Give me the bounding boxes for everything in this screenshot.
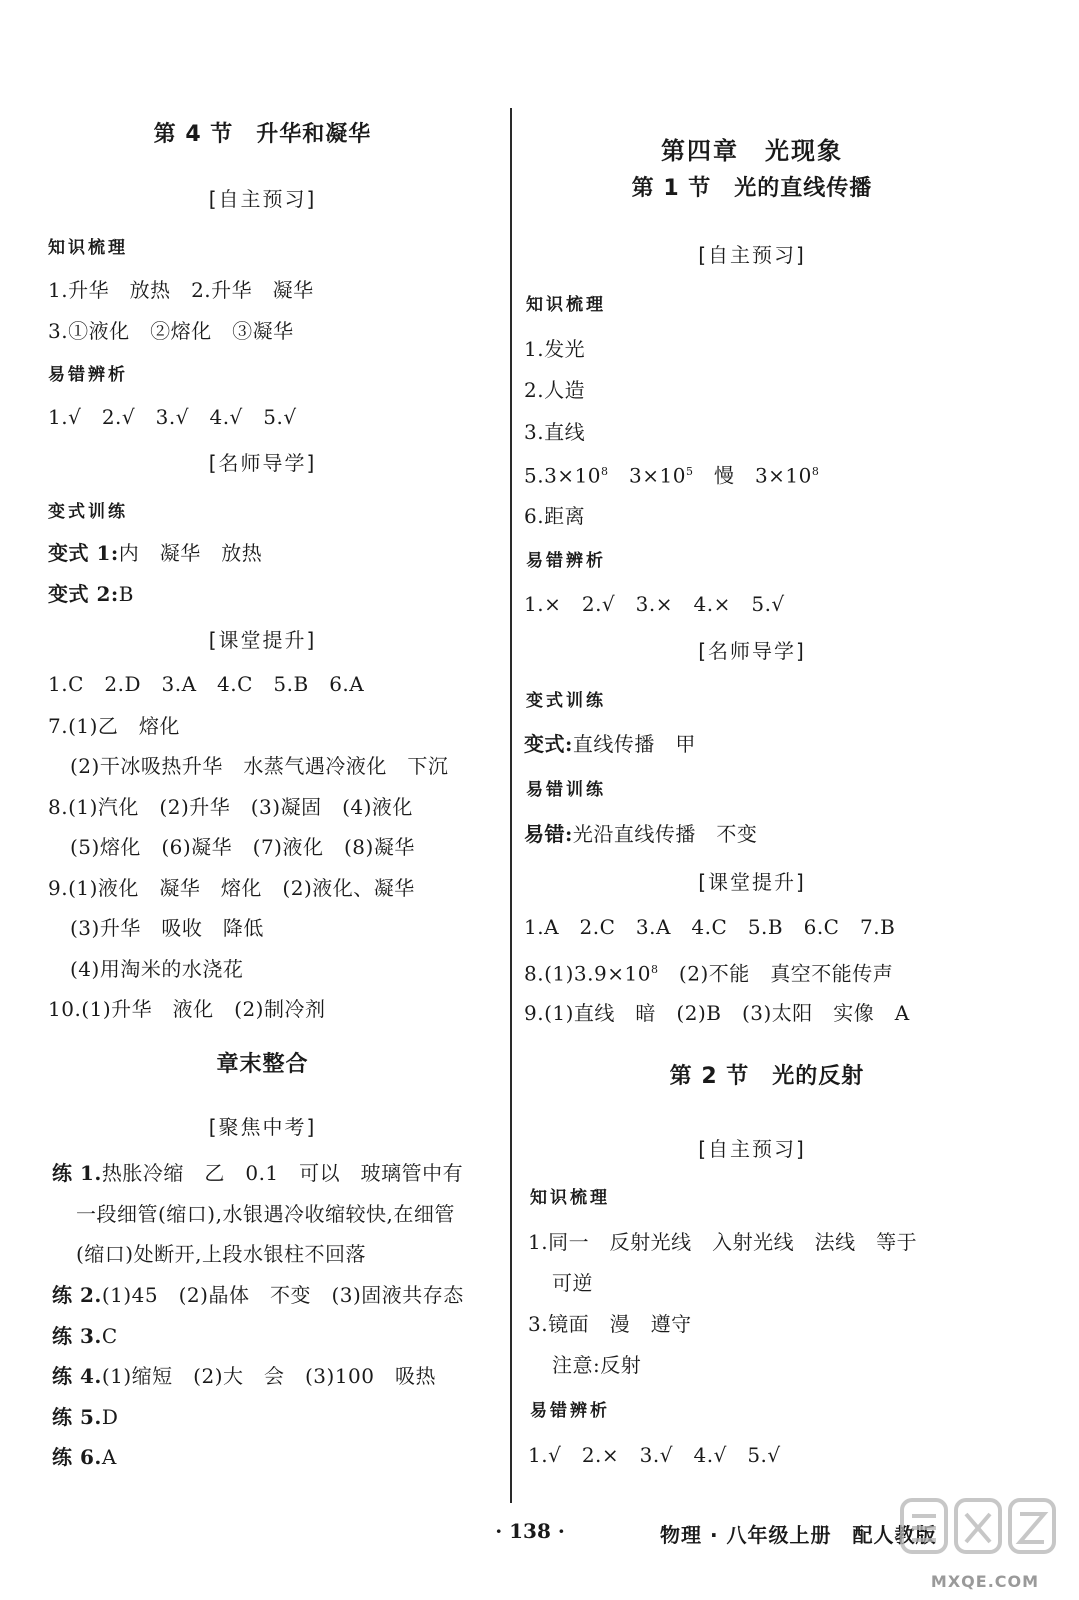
variant-text: B	[118, 582, 134, 606]
answer-line: 3.直线	[524, 420, 586, 444]
practice-5	[52, 1404, 118, 1430]
text-part: 3×10	[608, 463, 686, 488]
variant-text: 内 凝华 放热	[118, 541, 263, 565]
answer-line: (5)熔化 (6)凝华 (7)液化 (8)凝华	[70, 835, 415, 859]
answer-line: 8.(1)汽化 (2)升华 (3)凝固 (4)液化	[48, 795, 413, 819]
chapter-title: 第四章 光现象	[661, 137, 843, 165]
answer-line: (2)干冰吸热升华 水蒸气遇冷液化 下沉	[70, 754, 449, 778]
exponent: 8	[650, 963, 659, 976]
section-title: 第 4 节 升华和凝华	[153, 122, 372, 147]
practice-1	[52, 1160, 463, 1186]
heading-self-study-2: [自主预习]	[698, 1137, 806, 1161]
answer-line: 1.C 2.D 3.A 4.C 5.B 6.A	[48, 672, 365, 696]
exponent: 5	[685, 465, 694, 478]
section-title: 第 1 节 光的直线传播	[631, 176, 873, 201]
practice-2	[52, 1282, 464, 1308]
practice-3	[52, 1323, 118, 1349]
heading-self-study: [自主预习]	[208, 187, 317, 211]
answer-line: (3)升华 吸收 降低	[70, 916, 264, 940]
answer-line: 1.A 2.C 3.A 4.C 5.B 6.C 7.B	[524, 915, 896, 939]
practice-4	[52, 1363, 436, 1389]
subheading-variant: 变式训练	[526, 691, 606, 711]
answer-line: 可逆	[552, 1271, 593, 1295]
variant-label: 变式 1:	[48, 541, 119, 565]
answer-line: (4)用淘米的水浇花	[70, 957, 244, 981]
heading-teacher: [名师导学]	[698, 639, 806, 663]
practice-text: 热胀冷缩 乙 0.1 可以 玻璃管中有	[101, 1161, 464, 1185]
text-part: (2)不能 真空不能传声	[658, 961, 894, 986]
answer-line: 2.人造	[524, 378, 586, 402]
text-part: 8.(1)3.9×10	[524, 961, 651, 986]
chapter-summary-title: 章末整合	[216, 1052, 309, 1077]
practice-label: 练 2.	[52, 1283, 102, 1307]
practice-label: 练 6.	[52, 1445, 102, 1469]
answer-line: 注意:反射	[552, 1353, 642, 1377]
practice-label: 练 3.	[52, 1324, 102, 1348]
practice-text: (1)缩短 (2)大 会 (3)100 吸热	[101, 1364, 437, 1388]
subheading-knowledge-2: 知识梳理	[530, 1188, 610, 1208]
heading-classroom: [课堂提升]	[698, 870, 806, 894]
answer-line: 3.①液化 ②熔化 ③凝华	[48, 319, 294, 343]
heading-teacher: [名师导学]	[208, 451, 317, 475]
practice-text: A	[101, 1445, 117, 1469]
practice-text: C	[101, 1324, 118, 1348]
subheading-variant: 变式训练	[48, 502, 128, 522]
answer-line: 10.(1)升华 液化 (2)制冷剂	[48, 997, 326, 1021]
variant-2	[48, 581, 134, 607]
heading-classroom: [课堂提升]	[208, 628, 317, 652]
subheading-errors-2: 易错辨析	[530, 1401, 610, 1421]
exponent: 8	[601, 465, 609, 478]
practice-label: 练 5.	[52, 1405, 102, 1429]
subheading-knowledge: 知识梳理	[48, 238, 128, 258]
subheading-knowledge: 知识梳理	[526, 295, 606, 315]
heading-self-study: [自主预习]	[698, 243, 806, 267]
variant	[524, 731, 696, 757]
page-number: · 138 ·	[495, 1519, 565, 1543]
answer-line: 9.(1)直线 暗 (2)B (3)太阳 实像 A	[524, 1001, 910, 1025]
answer-line: 6.距离	[524, 504, 586, 528]
answer-line: 9.(1)液化 凝华 熔化 (2)液化、凝华	[48, 876, 415, 900]
error-training	[524, 821, 757, 847]
answer-line: 3.镜面 漫 遵守	[528, 1312, 692, 1336]
text-part: 慢 3×10	[693, 463, 812, 488]
variant-text: 直线传播 甲	[572, 732, 696, 756]
practice-6	[52, 1444, 117, 1470]
text-part: 5.3×10	[524, 463, 602, 488]
answer-line: 1.× 2.√ 3.× 4.× 5.√	[524, 592, 785, 616]
error-text: 光沿直线传播 不变	[572, 822, 758, 846]
answer-line: 1.升华 放热 2.升华 凝华	[48, 278, 314, 302]
practice-label: 练 4.	[52, 1364, 102, 1388]
answer-line: 1.√ 2.√ 3.√ 4.√ 5.√	[48, 405, 297, 429]
variant-label: 变式:	[524, 732, 573, 756]
subheading-errors: 易错辨析	[526, 551, 606, 571]
heading-exam-focus: [聚焦中考]	[208, 1115, 317, 1139]
answer-line-speed	[524, 459, 819, 489]
book-info: 物理 · 八年级上册 配人教版	[660, 1523, 937, 1547]
practice-label: 练 1.	[52, 1161, 102, 1185]
section-title-2: 第 2 节 光的反射	[669, 1064, 865, 1089]
subheading-error-training: 易错训练	[526, 780, 606, 800]
answer-line: 1.发光	[524, 337, 586, 361]
answer-line: 一段细管(缩口),水银遇冷收缩较快,在细管	[76, 1202, 455, 1226]
variant-1	[48, 540, 262, 566]
answer-line: 1.√ 2.× 3.√ 4.√ 5.√	[528, 1443, 781, 1467]
watermark-text: MXQE.COM	[930, 1572, 1040, 1591]
answer-line-distance	[524, 957, 893, 987]
practice-text: (1)45 (2)晶体 不变 (3)固液共存态	[101, 1283, 464, 1307]
subheading-errors: 易错辨析	[48, 365, 128, 385]
answer-line: (缩口)处断开,上段水银柱不回落	[76, 1242, 366, 1266]
answer-line: 7.(1)乙 熔化	[48, 714, 180, 738]
column-divider	[510, 108, 512, 1503]
error-label: 易错:	[524, 822, 573, 846]
variant-label: 变式 2:	[48, 582, 119, 606]
answer-line: 1.同一 反射光线 入射光线 法线 等于	[528, 1230, 918, 1254]
practice-text: D	[101, 1405, 119, 1429]
exponent: 8	[811, 465, 820, 478]
